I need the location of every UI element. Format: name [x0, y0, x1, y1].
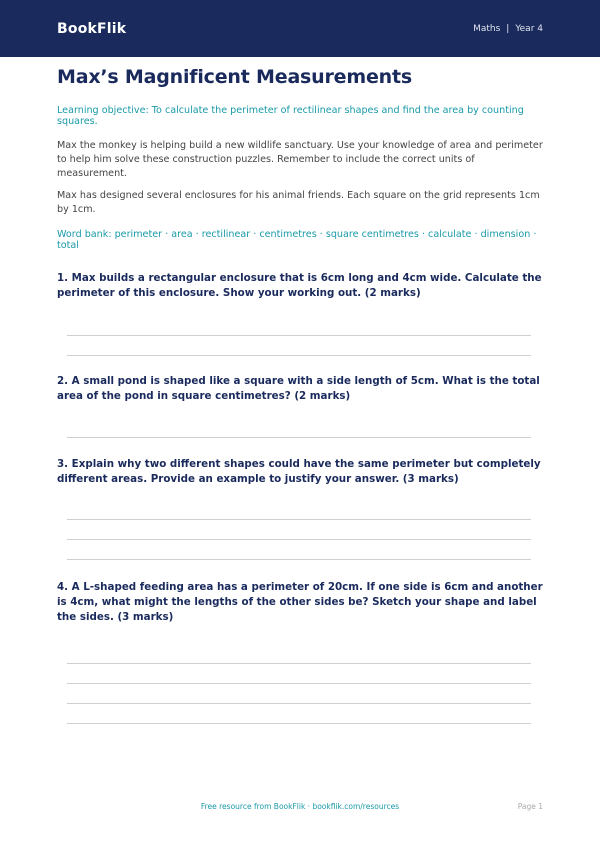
page-header	[0, 0, 600, 57]
question-block-1	[57, 271, 543, 356]
question-block-3	[57, 457, 543, 560]
answer-line[interactable]	[67, 723, 531, 724]
answer-line[interactable]	[67, 539, 531, 540]
brand-logo-text: BookFlik	[57, 20, 127, 37]
question-3-text: 3. Explain why two different shapes could have the same perimeter but completely different areas. Provide an example to justify your answer. (3 marks)	[57, 458, 541, 485]
answer-line[interactable]	[67, 355, 531, 356]
worksheet-content	[57, 66, 543, 724]
answer-lines-4[interactable]	[57, 625, 543, 724]
page-title: Max’s Magnificent Measurements	[57, 66, 412, 88]
answer-line[interactable]	[67, 437, 531, 438]
word-bank: Word bank: perimeter · area · rectilinear · centimetres · square centimetres · calculate · dimension · total	[57, 229, 537, 251]
subject-label: Maths	[473, 23, 501, 34]
answer-line[interactable]	[67, 663, 531, 664]
question-1-text: 1. Max builds a rectangular enclosure that is 6cm long and 4cm wide. Calculate the perimeter of this enclosure. Show your working out. (2 marks)	[57, 272, 542, 299]
answer-line[interactable]	[67, 519, 531, 520]
answer-line[interactable]	[67, 335, 531, 336]
answer-lines-1[interactable]	[57, 301, 543, 356]
page-number: Page 1	[517, 802, 543, 811]
subject-separator: |	[506, 23, 510, 34]
page-footer	[0, 802, 600, 816]
answer-line[interactable]	[67, 559, 531, 560]
intro-paragraph: Max the monkey is helping build a new wildlife sanctuary. Use your knowledge of area and perimeter to help him solve these construction puzzles. Remember to include the correct units of measurement.	[57, 140, 543, 179]
grid-note-paragraph: Max has designed several enclosures for his animal friends. Each square on the grid represents 1cm by 1cm.	[57, 190, 540, 215]
answer-line[interactable]	[67, 703, 531, 704]
footer-credit-link[interactable]: Free resource from BookFlik · bookflik.com/resources	[200, 802, 400, 811]
answer-lines-3[interactable]	[57, 487, 543, 560]
answer-line[interactable]	[67, 683, 531, 684]
question-block-2	[57, 374, 543, 438]
year-label: Year 4	[515, 23, 543, 34]
question-2-text: 2. A small pond is shaped like a square with a side length of 5cm. What is the total area of the pond in square centimetres? (2 marks)	[57, 375, 540, 402]
learning-objective: Learning objective: To calculate the perimeter of rectilinear shapes and find the area by counting squares.	[57, 105, 524, 127]
answer-lines-2[interactable]	[57, 404, 543, 438]
question-block-4	[57, 580, 543, 724]
subject-year-label	[473, 24, 543, 34]
question-4-text: 4. A L-shaped feeding area has a perimeter of 20cm. If one side is 6cm and another is 4cm, what might the lengths of the other sides be? Sketch your shape and label the sides. (3 marks)	[57, 581, 543, 623]
